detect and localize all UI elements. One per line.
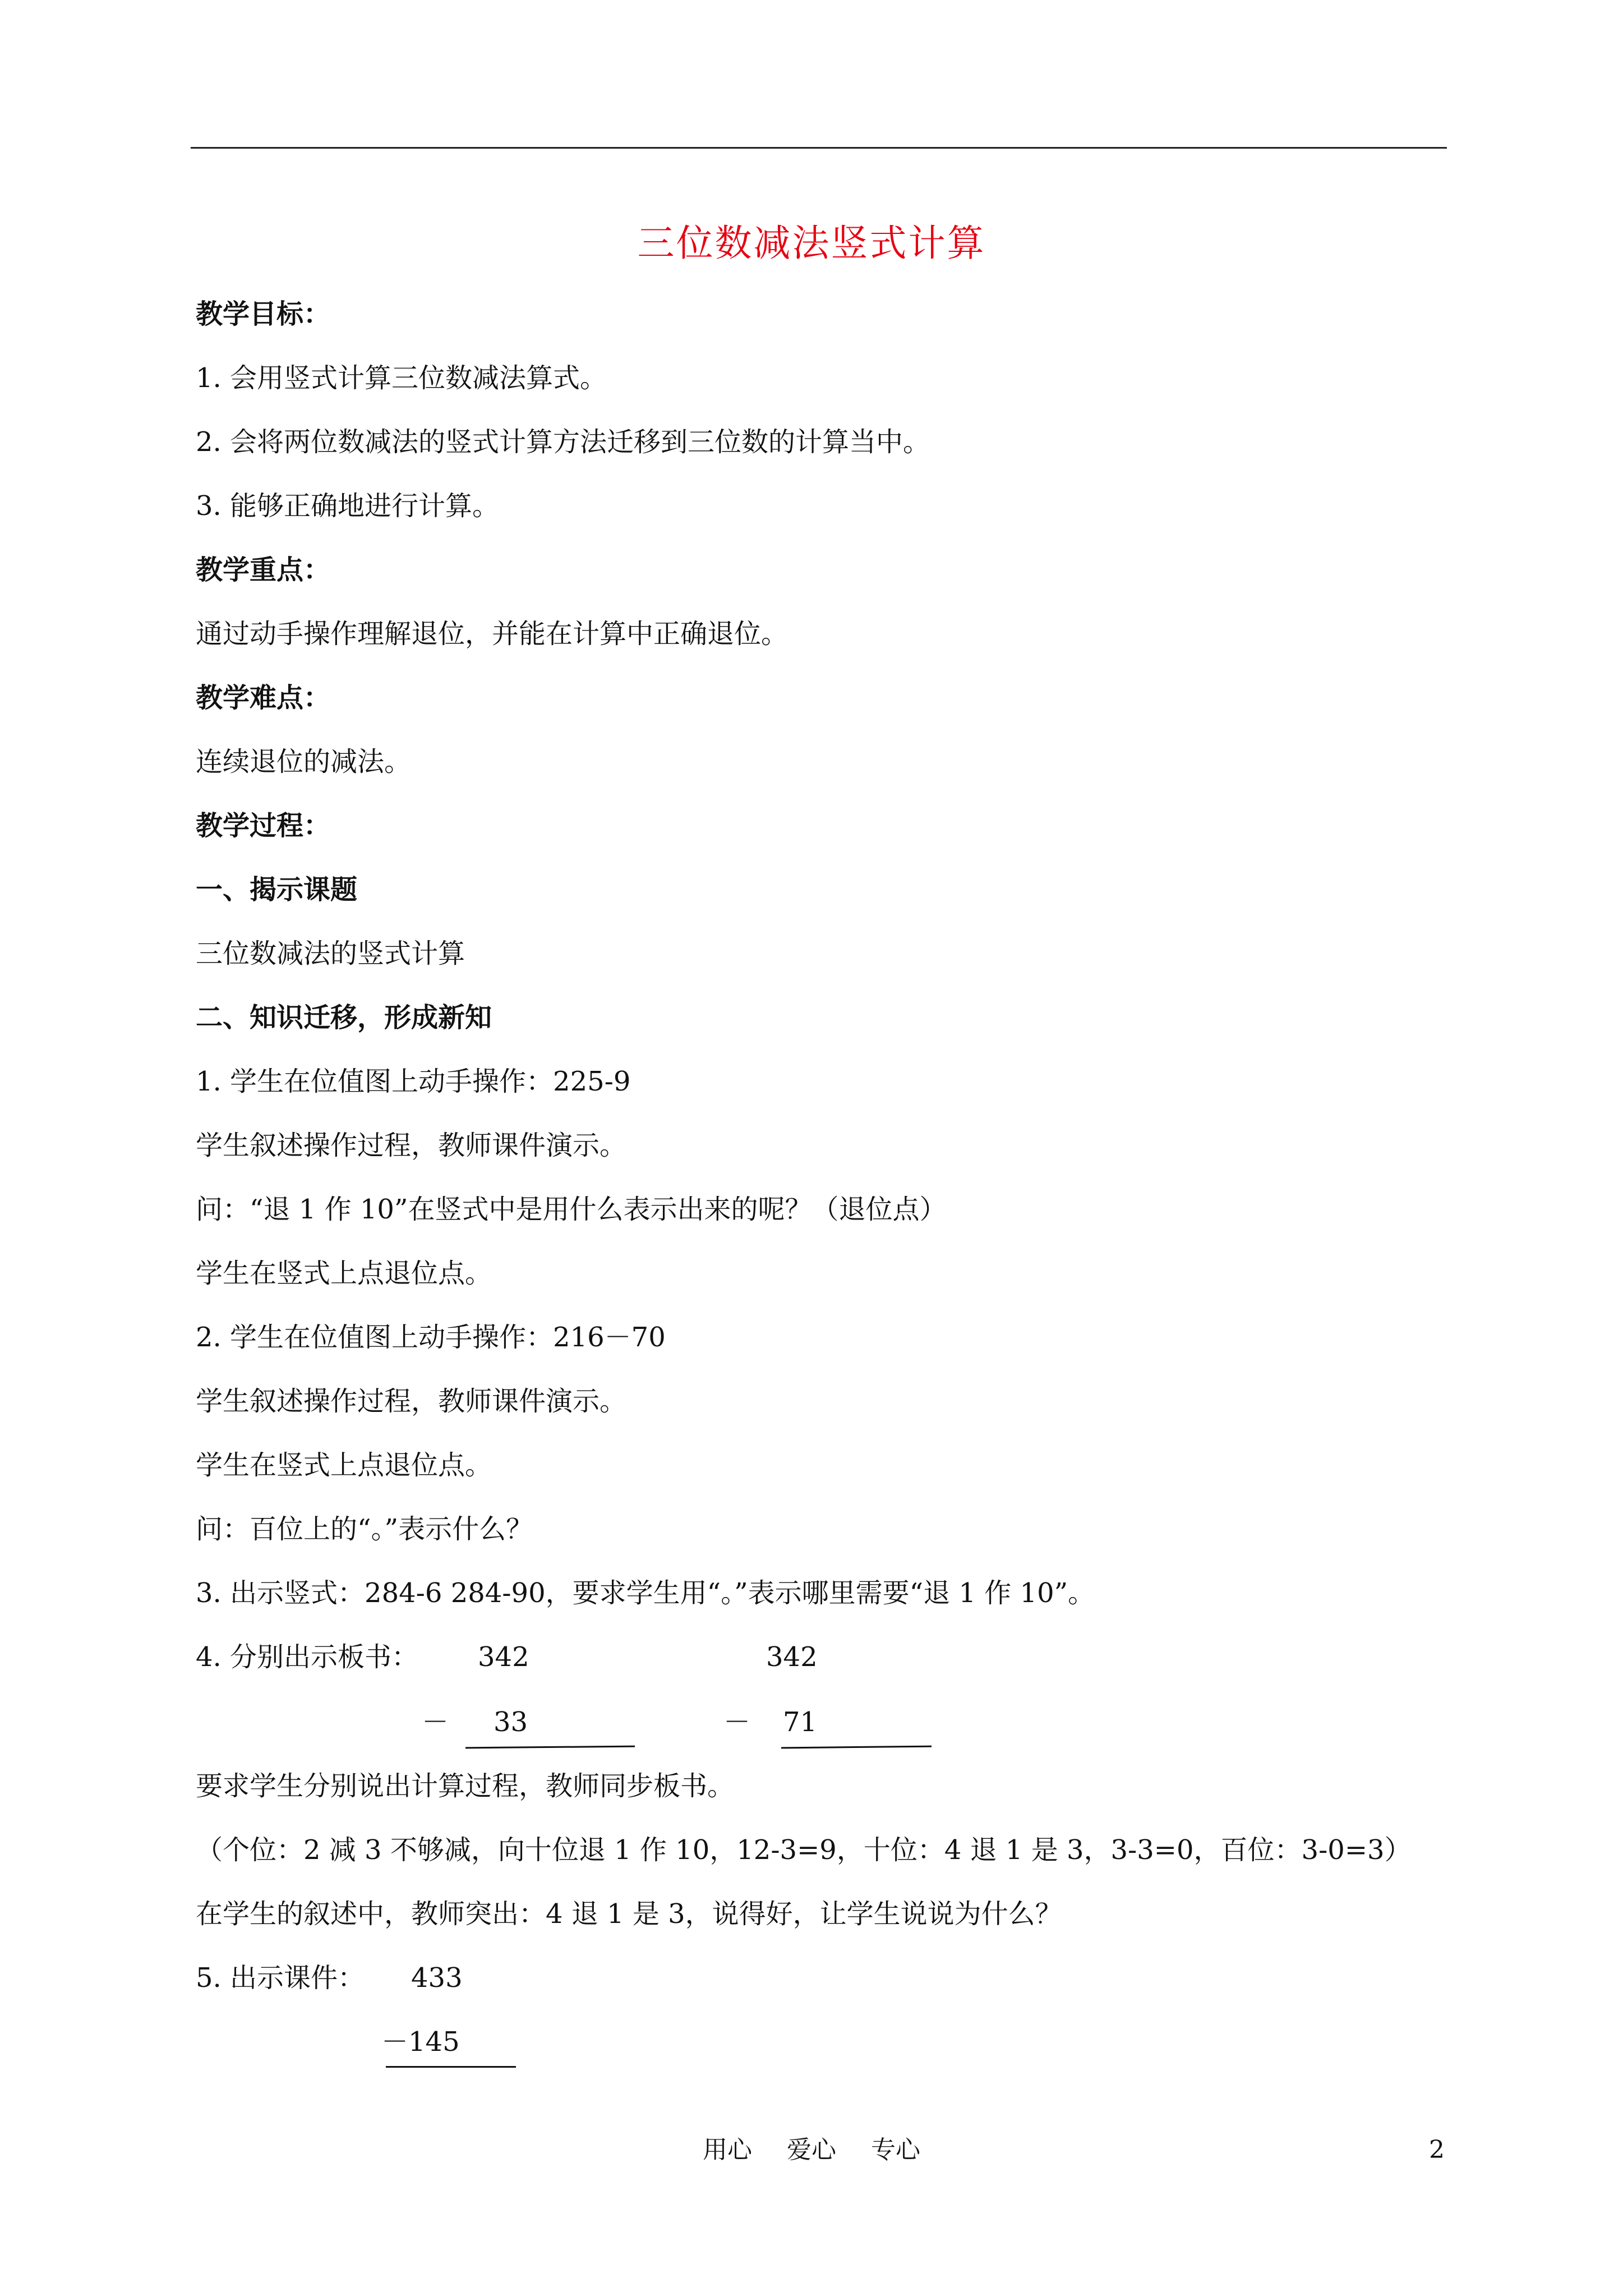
- board-c-underline: [386, 2066, 516, 2068]
- footer-item: 用心: [703, 2136, 752, 2164]
- objective-2: 2. 会将两位数减法的竖式计算方法迁移到三位数的计算当中。: [196, 426, 930, 458]
- step-4: 4. 分别出示板书：: [196, 1641, 419, 1673]
- section-1-text: 三位数减法的竖式计算: [196, 938, 465, 969]
- board-a-underline: [465, 1746, 635, 1749]
- board-b-underline: [781, 1746, 932, 1749]
- header-rule: [191, 147, 1447, 149]
- step-2-note: 学生叙述操作过程，教师课件演示。: [196, 1386, 627, 1417]
- key-point-text: 通过动手操作理解退位，并能在计算中正确退位。: [196, 618, 789, 650]
- step-1-action: 学生在竖式上点退位点。: [196, 1258, 492, 1289]
- objective-1: 1. 会用竖式计算三位数减法算式。: [196, 362, 607, 394]
- heading-objectives: 教学目标：: [196, 298, 331, 330]
- step-5: 5. 出示课件：: [196, 1962, 365, 1994]
- board-b-minus-sign: －: [723, 1706, 751, 1738]
- step-1-note: 学生叙述操作过程，教师课件演示。: [196, 1130, 627, 1161]
- page-footer: [0, 2134, 1623, 2166]
- footer-item: 专心: [871, 2136, 920, 2164]
- difficulty-text: 连续退位的减法。: [196, 746, 412, 777]
- board-b-subtrahend: 71: [783, 1706, 818, 1738]
- heading-process: 教学过程：: [196, 810, 331, 841]
- section-1-heading: 一、揭示课题: [196, 874, 358, 905]
- board-a-subtrahend: 33: [494, 1706, 528, 1738]
- board-a-minus-sign: －: [422, 1706, 449, 1738]
- step-1: 1. 学生在位值图上动手操作：225-9: [196, 1066, 631, 1097]
- heading-difficulties: 教学难点：: [196, 682, 331, 714]
- footer-item: 爱心: [787, 2136, 836, 2164]
- step-4-note: 要求学生分别说出计算过程，教师同步板书。: [196, 1770, 735, 1802]
- step-3: 3. 出示竖式：284-6 284-90，要求学生用“。”表示哪里需要“退 1 作 10”。: [196, 1577, 1095, 1609]
- page-number: 2: [1429, 2136, 1445, 2164]
- board-b-minuend: 342: [766, 1641, 818, 1673]
- step-2-question: 问：百位上的“。”表示什么？: [196, 1513, 533, 1545]
- board-c-subtrahend: －145: [381, 2026, 460, 2058]
- step-1-question: 问：“退 1 作 10”在竖式中是用什么表示出来的呢？（退位点）: [196, 1194, 947, 1225]
- board-c-minuend: 433: [411, 1962, 463, 1994]
- step-4-emphasis: 在学生的叙述中，教师突出：4 退 1 是 3，说得好，让学生说说为什么？: [196, 1898, 1062, 1930]
- step-2-action: 学生在竖式上点退位点。: [196, 1450, 492, 1481]
- document-title: 三位数减法竖式计算: [637, 222, 986, 265]
- objective-3: 3. 能够正确地进行计算。: [196, 490, 500, 522]
- step-2: 2. 学生在位值图上动手操作：216－70: [196, 1322, 666, 1353]
- board-a-minuend: 342: [478, 1641, 529, 1673]
- step-4-explanation: （个位：2 减 3 不够减，向十位退 1 作 10，12-3=9，十位：4 退 1 是 3，3-3=0，百位：3-0=3）: [196, 1834, 1412, 1866]
- section-2-heading: 二、知识迁移，形成新知: [196, 1002, 492, 1033]
- heading-key-points: 教学重点：: [196, 554, 331, 586]
